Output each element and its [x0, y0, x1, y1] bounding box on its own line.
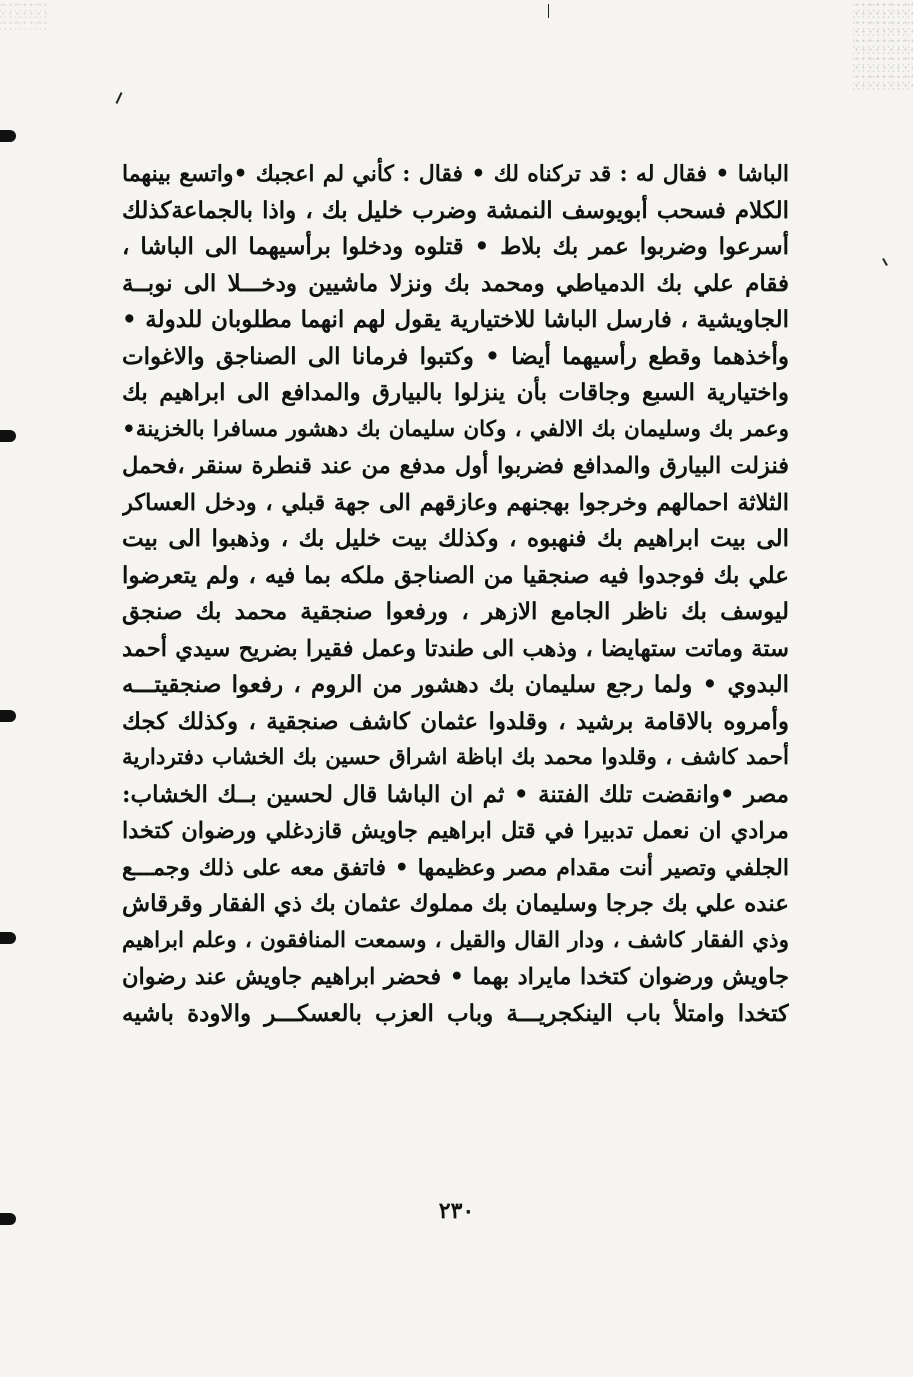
text-line: واختيارية السبع وجاقات بأن ينزلوا بالبيارق والمدافع الى ابراهيم بك: [122, 379, 789, 406]
text-line: وأمروه بالاقامة برشيد ، وقلدوا عثمان كاشف صنجقية ، وكذلك كجك: [122, 707, 789, 735]
text-line: الكلام فسحب أبويوسف النمشة وضرب خليل بك ، واذا بالجماعةكذلك: [122, 196, 789, 224]
text-line: وذي الفقار كاشف ، ودار القال والقيل ، وسمعت المنافقون ، وعلم ابراهيم: [122, 927, 789, 953]
text-line: الجلفي وتصير أنت مقدام مصر وعظيمها • فاتفق معه على ذلك وجمـــع: [122, 854, 789, 881]
body-text: [122, 156, 789, 1032]
text-line: فقام علي بك الدمياطي ومحمد بك ونزلا ماشيين ودخـــلا الى نوبــة: [122, 269, 789, 297]
text-line: عنده علي بك جرجا وسليمان بك مملوك عثمان بك ذي الفقار وقرقاش: [122, 890, 789, 917]
text-line: الباشا • فقال له : قد تركناه لك • فقال : كأني لم اعجبك •واتسع بينهما: [122, 161, 789, 187]
text-line: أحمد كاشف ، وقلدوا محمد بك اباظة اشراق حسين بك الخشاب دفتردارية: [122, 745, 789, 770]
text-line: الجاويشية ، فارسل الباشا للاختيارية يقول لهم انهما مطلوبان للدولة •: [122, 306, 789, 333]
text-line: وعمر بك وسليمان بك الالفي ، وكان سليمان بك دهشور مسافرا بالخزينة•: [122, 416, 789, 442]
scan-speckle-top-right: [853, 0, 913, 90]
binding-hole-mark: [0, 430, 16, 442]
scan-mark: [116, 92, 123, 104]
text-line: مصر •وانقضت تلك الفتنة • ثم ان الباشا قال لحسين بــك الخشاب:: [122, 780, 789, 808]
text-line: علي بك فوجدوا فيه صنجقيا من الصناجق ملكه بما فيه ، ولم يتعرضوا: [122, 561, 789, 589]
scan-mark: [882, 258, 888, 266]
binding-hole-mark: [0, 710, 16, 722]
text-line: الثلاثة احمالهم وخرجوا بهجنهم وعازقهم الى جهة قبلي ، ودخل العساكر: [122, 489, 789, 516]
text-line: جاويش ورضوان كتخدا مايراد بهما • فحضر ابراهيم جاويش عند رضوان: [122, 964, 789, 990]
binding-hole-mark: [0, 932, 16, 944]
text-line: وأخذهما وقطع رأسيهما أيضا • وكتبوا فرمانا الى الصناجق والاغوات: [122, 342, 789, 370]
text-line: ستة وماتت ستهايضا ، وذهب الى طندتا وعمل فقيرا بضريح سيدي أحمد: [122, 635, 789, 662]
text-line: ليوسف بك ناظر الجامع الازهر ، ورفعوا صنجقية محمد بك صنجق: [122, 598, 789, 625]
text-line: كتخدا وامتلأ باب الينكجريـــة وباب العزب بالعسكـــر والاودة باشيه: [122, 999, 789, 1027]
text-line: أسرعوا وضربوا عمر بك بلاط • قتلوه ودخلوا برأسيهما الى الباشا ،: [122, 233, 789, 260]
text-line: فنزلت البيارق والمدافع فضربوا أول مدفع من عند قنطرة سنقر ،فحمل: [122, 453, 789, 479]
text-line: الى بيت ابراهيم بك فنهبوه ، وكذلك بيت خليل بك ، وذهبوا الى بيت: [122, 525, 789, 552]
scan-speckle-top-left: [0, 0, 50, 30]
scan-mark: [548, 4, 549, 18]
text-line: مرادي ان نعمل تدبيرا في قتل ابراهيم جاويش قازدغلي ورضوان كتخدا: [122, 818, 789, 844]
binding-hole-mark: [0, 130, 16, 142]
page-number: ٢٣٠: [438, 1198, 475, 1224]
text-line: البدوي • ولما رجع سليمان بك دهشور من الروم ، رفعوا صنجقيتـــه: [122, 671, 789, 698]
